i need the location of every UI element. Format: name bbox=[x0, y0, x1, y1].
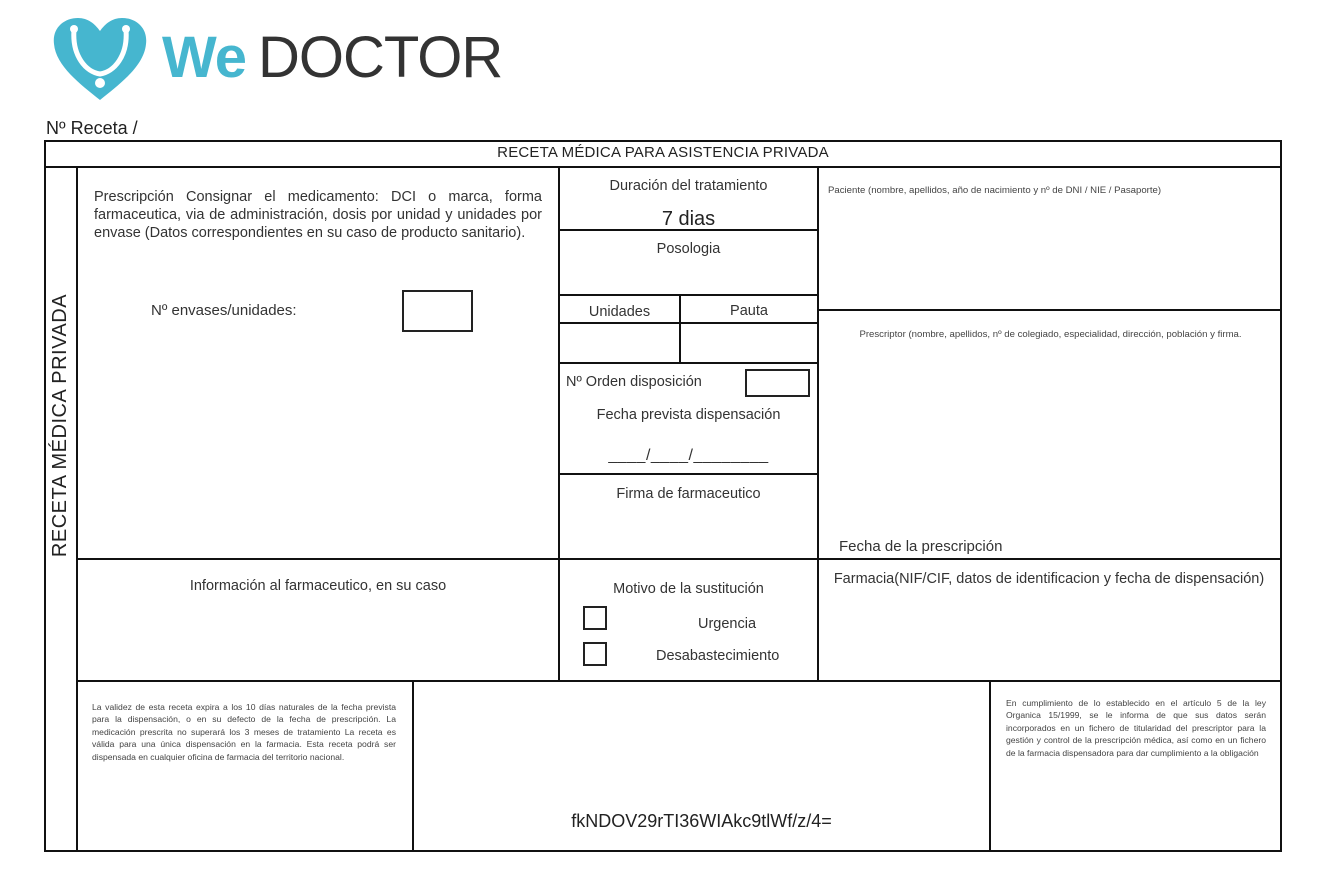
legal-text: En cumplimiento de lo establecido en el artículo 5 de la ley Organica 15/1999, se le informa de que sus datos serán incorporados en un fichero de titularidad del prescriptor para la gestión y control de la prescripción médica, así como en un fichero de la farmacia dispensadora para dar cumplimiento a la obligación bbox=[1006, 698, 1266, 758]
row-divider-2 bbox=[76, 680, 1282, 682]
duration-value: 7 dias bbox=[661, 208, 716, 230]
urgency-checkbox[interactable] bbox=[583, 606, 607, 630]
pharmacist-signature-label: Firma de farmaceutico bbox=[616, 486, 761, 502]
prescription-instructions: Prescripción Consignar el medicamento: DCI o marca, forma farmaceutica, via de administración, dosis por unidad y unidades por envase (Datos correspondientes en su caso de producto sanitario). bbox=[94, 189, 542, 242]
brand-logo bbox=[50, 16, 503, 104]
units-label: Unidades bbox=[588, 304, 651, 320]
substitution-label: Motivo de la sustitución bbox=[613, 581, 764, 597]
units-row-divider bbox=[558, 362, 819, 364]
order-input[interactable] bbox=[745, 369, 810, 397]
verification-code: fkNDOV29rTI36WIAkc9tlWf/z/4= bbox=[571, 811, 832, 831]
row-divider-1 bbox=[76, 558, 1282, 560]
patient-label: Paciente (nombre, apellidos, año de nacimiento y nº de DNI / NIE / Pasaporte) bbox=[828, 185, 1162, 196]
pharmacy-label: Farmacia(NIF/CIF, datos de identificacion y fecha de dispensación) bbox=[833, 571, 1265, 587]
footer-divider-2 bbox=[989, 680, 991, 852]
packages-label: Nº envases/unidades: bbox=[151, 302, 297, 319]
form-title: RECETA MÉDICA PARA ASISTENCIA PRIVADA bbox=[497, 144, 829, 161]
side-label bbox=[46, 170, 76, 680]
duration-label: Duración del tratamiento bbox=[609, 178, 768, 194]
patient-divider bbox=[817, 309, 1282, 311]
expected-date-blank[interactable]: ____/____/________ bbox=[608, 447, 769, 464]
posology-divider bbox=[558, 294, 819, 296]
packages-input[interactable] bbox=[402, 290, 473, 332]
shortage-label: Desabastecimiento bbox=[656, 648, 780, 664]
brand-name-light: DOCTOR bbox=[257, 25, 503, 90]
urgency-label: Urgencia bbox=[698, 616, 757, 632]
title-divider bbox=[44, 166, 1282, 168]
validity-text: La validez de esta receta expira a los 10 días naturales de la fecha prevista para la dispensación, o en su defecto de la fecha de prescripción. La medicación prescrita no superará los 3 meses de tratamiento La receta es válida para una única dispensación en la farmacia. Esta receta podrá ser dispensada en cualquier oficina de farmacia del territorio nacional. bbox=[92, 702, 396, 762]
date-divider bbox=[558, 473, 819, 475]
col-divider-2 bbox=[817, 168, 819, 682]
expected-date-label: Fecha prevista dispensación bbox=[596, 407, 781, 423]
pharmacist-info-label: Información al farmaceutico, en su caso bbox=[189, 578, 447, 594]
posology-label: Posologia bbox=[656, 241, 721, 257]
brand-name bbox=[162, 22, 502, 94]
units-header-divider bbox=[558, 322, 819, 324]
side-label-divider bbox=[76, 168, 78, 852]
receta-number-label: Nº Receta / bbox=[46, 118, 138, 138]
schedule-label: Pauta bbox=[730, 303, 768, 319]
prescription-date-label: Fecha de la prescripción bbox=[839, 538, 1003, 555]
prescriber-label: Prescriptor (nombre, apellidos, nº de colegiado, especialidad, dirección, población y firma. bbox=[859, 329, 1242, 340]
order-label: Nº Orden disposición bbox=[566, 374, 702, 390]
shortage-checkbox[interactable] bbox=[583, 642, 607, 666]
heart-stethoscope-icon bbox=[50, 16, 150, 102]
side-label-text: RECETA MÉDICA PRIVADA bbox=[49, 293, 72, 557]
brand-name-bold: We bbox=[162, 25, 246, 90]
